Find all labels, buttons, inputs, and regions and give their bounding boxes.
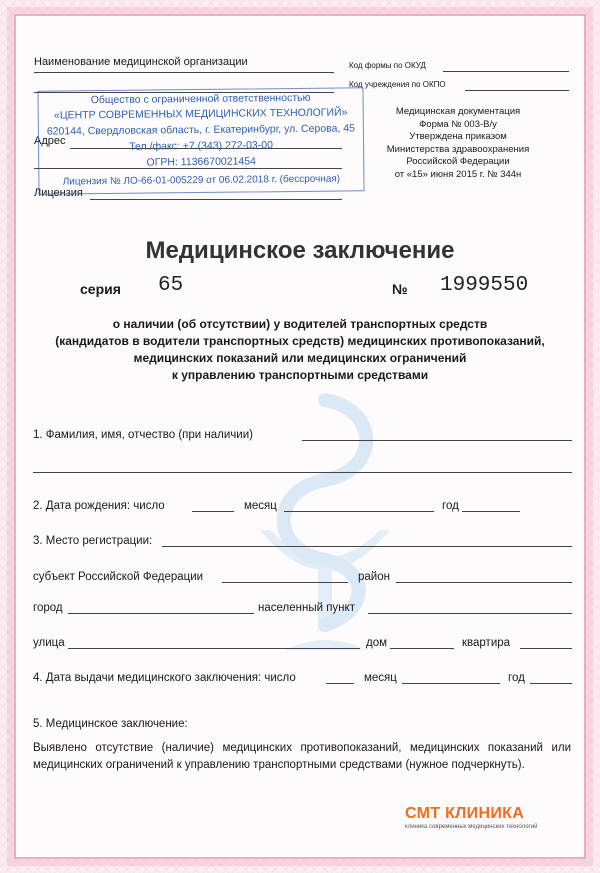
city-field[interactable] bbox=[68, 613, 254, 614]
apartment-field[interactable] bbox=[520, 648, 572, 649]
address-label: Адрес bbox=[34, 135, 66, 147]
stamp-line: Общество с ограниченной ответственностью bbox=[90, 91, 311, 107]
city-label: город bbox=[33, 602, 63, 614]
subject-label: субъект Российской Федерации bbox=[33, 571, 204, 583]
subject-field[interactable] bbox=[222, 582, 348, 583]
settlement-field[interactable] bbox=[368, 613, 572, 614]
house-label: дом bbox=[366, 637, 388, 649]
apartment-label: квартира bbox=[462, 637, 511, 649]
doc-info-line: Форма № 003-В/у bbox=[419, 118, 497, 130]
conclusion-note-text: (нужное подчеркнуть). bbox=[405, 759, 525, 771]
doc-info-block bbox=[356, 106, 560, 181]
issue-date-label: 4. Дата выдачи медицинского заключения: число bbox=[33, 672, 296, 684]
street-label: улица bbox=[33, 637, 65, 649]
series-value: 65 bbox=[158, 274, 184, 297]
conclusion-text bbox=[33, 740, 571, 774]
district-field[interactable] bbox=[396, 582, 572, 583]
issue-year-field[interactable] bbox=[530, 683, 572, 684]
license-label: Лицензия bbox=[34, 187, 83, 199]
birth-month-label: месяц bbox=[244, 500, 277, 512]
okpo-label: Код учреждения по ОКПО bbox=[349, 80, 446, 89]
doc-info-line: Утверждена приказом bbox=[409, 131, 507, 142]
organization-stamp bbox=[37, 87, 364, 194]
birth-date-label: 2. Дата рождения: число bbox=[33, 500, 165, 512]
birth-year-field[interactable] bbox=[462, 511, 520, 512]
birth-month-field[interactable] bbox=[284, 511, 434, 512]
birth-day-field[interactable] bbox=[192, 511, 234, 512]
stamp-line: «ЦЕНТР СОВРЕМЕННЫХ МЕДИЦИНСКИХ ТЕХНОЛОГИЙ» bbox=[53, 106, 348, 122]
org-name-label: Наименование медицинской организации bbox=[34, 56, 248, 68]
number-label: № bbox=[392, 281, 408, 297]
stamp-line: 620144, Свердловская область, г. Екатеринбург, ул. Серова, 45 bbox=[46, 122, 356, 138]
doc-info-line: Российской Федерации bbox=[406, 156, 510, 167]
conclusion-label: 5. Медицинское заключение: bbox=[33, 718, 188, 730]
doc-info-line: Министерства здравоохранения bbox=[386, 143, 530, 155]
registration-label: 3. Место регистрации: bbox=[33, 535, 153, 547]
clinic-logo-brand: СМТ КЛИНИКА bbox=[405, 805, 525, 822]
full-name-label: 1. Фамилия, имя, отчество (при наличии) bbox=[33, 429, 253, 441]
full-name-field[interactable] bbox=[302, 440, 572, 441]
okud-field[interactable] bbox=[443, 71, 569, 72]
house-field[interactable] bbox=[390, 648, 454, 649]
birth-year-label: год bbox=[442, 500, 459, 512]
subtitle-line: о наличии (об отсутствии) у водителей транспортных средств bbox=[112, 317, 488, 331]
settlement-label: населенный пункт bbox=[258, 602, 355, 614]
number-value: 1999550 bbox=[440, 274, 529, 297]
stamp-line: ОГРН: 1136670021454 bbox=[146, 155, 256, 169]
stamp-line: Лицензия № ЛО-66-01-005229 от 06.02.2018 г. (бессрочная) bbox=[62, 173, 341, 188]
street-field[interactable] bbox=[68, 648, 360, 649]
issue-day-field[interactable] bbox=[326, 683, 354, 684]
subtitle-line: (кандидатов в водители транспортных средств) медицинских противопоказаний, bbox=[55, 334, 545, 348]
issue-month-field[interactable] bbox=[402, 683, 500, 684]
document-subtitle bbox=[0, 316, 600, 384]
doc-info-line: от «15» июня 2015 г. № 344н bbox=[394, 168, 522, 180]
subtitle-line: медицинских показаний или медицинских ограничений bbox=[133, 351, 467, 365]
stamp-line: Тел./факс: +7 (343) 272-03-00 bbox=[129, 139, 273, 153]
clinic-logo-tagline: клиника современных медицинских технологий bbox=[405, 824, 538, 830]
okpo-field[interactable] bbox=[465, 90, 569, 91]
okud-label: Код формы по ОКУД bbox=[349, 61, 426, 70]
document-title: Медицинское заключение bbox=[145, 237, 455, 264]
clinic-logo bbox=[405, 805, 575, 830]
subtitle-line: к управлению транспортными средствами bbox=[171, 368, 429, 382]
org-name-line[interactable] bbox=[34, 72, 334, 73]
registration-field[interactable] bbox=[162, 546, 572, 547]
district-label: район bbox=[358, 571, 390, 583]
doc-info-line: Медицинская документация bbox=[395, 106, 521, 117]
issue-month-label: месяц bbox=[364, 672, 397, 684]
license-field[interactable] bbox=[90, 199, 342, 200]
series-label: серия bbox=[80, 281, 121, 297]
issue-year-label: год bbox=[508, 672, 525, 684]
full-name-field-2[interactable] bbox=[33, 472, 572, 473]
conclusion-main-text[interactable]: Выявлено отсутствие (наличие) медицинских противопоказаний, медицинских показаний или медицинских ограничений к управлению транспортными средствами bbox=[33, 742, 571, 771]
watermark-emblem-icon bbox=[230, 380, 420, 670]
